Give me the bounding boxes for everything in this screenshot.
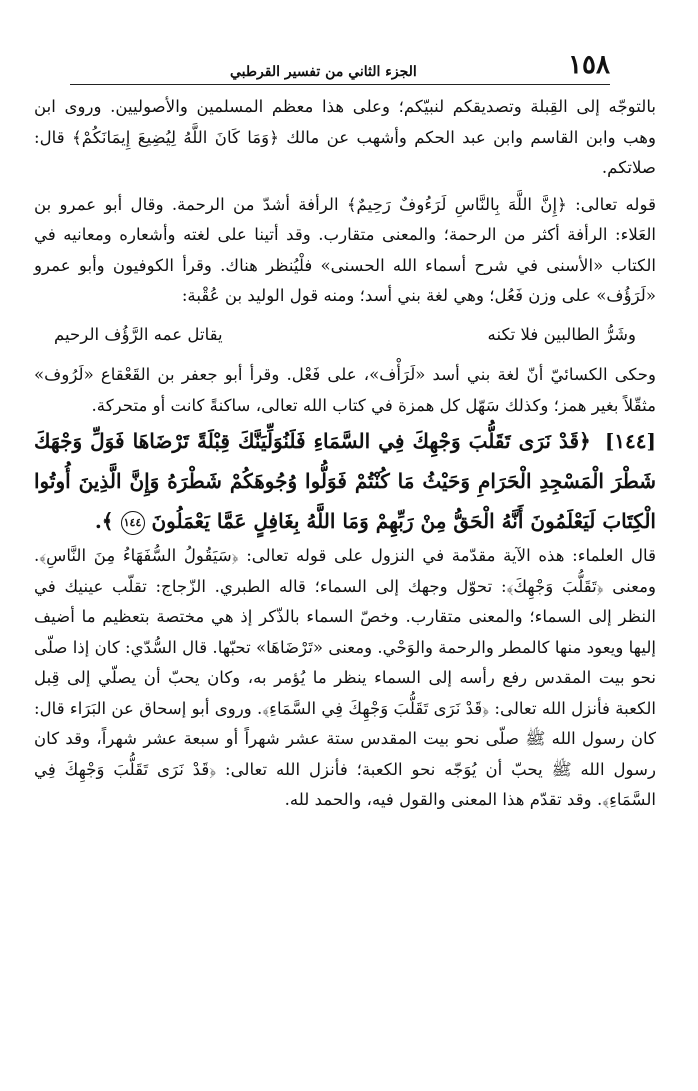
ayah-end-marker-icon: ١٤٤ (121, 511, 145, 535)
page-body (34, 92, 656, 816)
running-title: الجزء الثاني من تفسير القرطبي (230, 64, 417, 80)
page-number: ١٥٨ (568, 50, 610, 80)
quran-verse (34, 421, 656, 541)
page-header (70, 50, 610, 85)
paragraph-3: وحكى الكسائيّ أنّ لغة بني أسد «لَرَأْف»، على فَعْل. وقرأ أبو جعفر بن القَعْقاع «لَرُوف» مثقّلاً بغير همز؛ وكذلك سَهّل كل همزة في كتاب الله تعالى، ساكنةً كانت أو متحركة. (34, 365, 656, 415)
verse-text: ﴿قَدْ نَرَى تَقَلُّبَ وَجْهِكَ فِي السَّمَاءِ فَلَنُوَلِّيَنَّكَ قِبْلَةً تَرْضَاهَا فَوَلِّ وَجْهَكَ شَطْرَ الْمَسْجِدِ الْحَرَامِ وَحَيْثُ مَا كُنْتُمْ فَوَلُّوا وُجُوهَكُمْ شَطْرَهُ وَإِنَّ الَّذِينَ أُوتُوا الْكِتَابَ لَيَعْلَمُونَ أَنَّهُ الْحَقُّ مِنْ رَبِّهِمْ وَمَا اللَّهُ بِغَافِلٍ عَمَّا يَعْمَلُونَ (34, 429, 656, 533)
paragraph-2: قوله تعالى: ﴿إِنَّ اللَّهَ بِالنَّاسِ لَرَءُوفٌ رَحِيمٌ﴾ الرأفة أشدّ من الرحمة. وقال أبو عمرو بن العَلاء: الرأفة أكثر من الرحمة؛ والمعنى متقارب. وقد أتينا على لغته وأشعاره ومعانيه في الكتاب «الأسنى في شرح أسماء الله الحسنى» فلْيُنظر هناك. وقرأ الكوفيون وأبو عمرو «لَرَؤُف» على وزن فَعُل؛ وهي لغة بني أسد؛ ومنه قول الوليد بن عُقْبة: (34, 194, 656, 305)
poem-first-hemistich: وشَرُّ الطالبين فلا تكنه (487, 324, 636, 344)
verse-closing: ﴾. (94, 509, 114, 533)
poem-verse (54, 320, 636, 351)
paragraph-1: بالتوجّه إلى القِبلة وتصديقكم لنبيّكم؛ وعلى هذا معظم المسلمين والأصوليين. وروى ابن وهب وابن القاسم وابن عبد الحكم وأشهب عن مالك ﴿وَمَا كَانَ اللَّهُ لِيُضِيعَ إِيمَانَكُمْ﴾ قال: صلاتكم. (34, 97, 656, 177)
paragraph-4: قال العلماء: هذه الآية مقدّمة في النزول على قوله تعالى: ﴿سَيَقُولُ السُّفَهَاءُ مِنَ النَّاسِ﴾. ومعنى ﴿تَقَلُّبَ وَجْهِكَ﴾: تحوّل وجهك إلى السماء؛ قاله الطبري. الزّجاج: تقلّب عينيك في النظر إلى السماء؛ والمعنى متقارب. وخصّ السماء بالذّكر إذ هي مختصة بتعظيم ما أضيف إليها ويعود منها كالمطر والرحمة والوَحْي. ومعنى «تَرْضَاهَا» تحبّها. قال السُّدّي: كان إذا صلّى نحو بيت المقدس رفع رأسه إلى السماء ينظر ما يُؤمر به، وكان يحبّ أن يصلّي إلى قِبل الكعبة فأنزل الله تعالى: ﴿قَدْ نَرَى تَقَلُّبَ وَجْهِكَ فِي السَّمَاءِ﴾. وروى أبو إسحاق عن البَرَاء قال: كان رسول الله ﷺ صلّى نحو بيت المقدس ستة عشر شهراً أو سبعة عشر شهراً، وقد كان رسول الله ﷺ يحبّ أن يُوَجّه نحو الكعبة؛ فأنزل الله تعالى: ﴿قَدْ نَرَى تَقَلُّبَ وَجْهِكَ فِي السَّمَاءِ﴾. وقد تقدّم هذا المعنى والقول فيه، والحمد لله. (34, 546, 656, 809)
poem-second-hemistich: يقاتل عمه الرَّؤُف الرحيم (54, 324, 223, 344)
verse-number: [١٤٤] (604, 429, 656, 453)
